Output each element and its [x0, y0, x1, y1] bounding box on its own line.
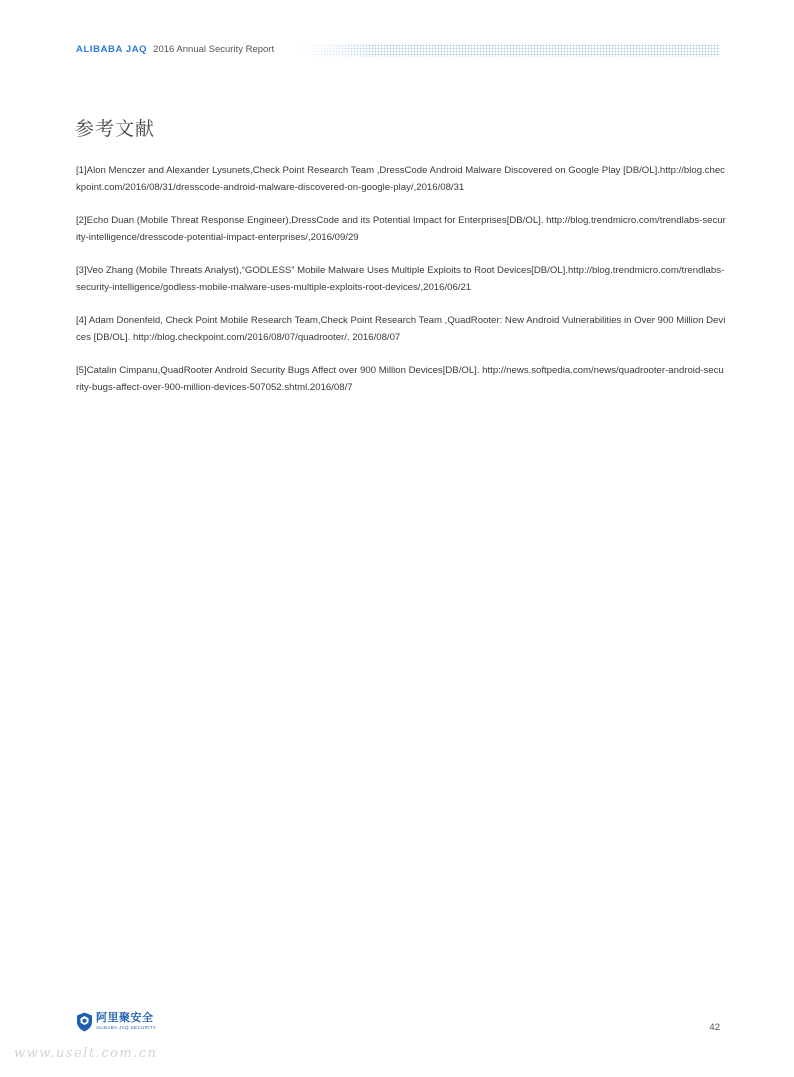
reference-item: [2]Echo Duan (Mobile Threat Response Engineer),DressCode and its Potential Impact for Enterprises[DB/OL]. http://blog.trendmicro.com/trendlabs-security-intelligence/dresscode-potential-impact-enterprises/,2016/09/29 [76, 215, 726, 243]
logo-chinese-text: 阿里聚安全 [96, 1012, 154, 1025]
header-brand: ALIBABA JAQ [76, 43, 148, 55]
logo-english-text: ALIBABA JAQ SECURITY [96, 1025, 157, 1031]
reference-item: [3]Veo Zhang (Mobile Threats Analyst),“GODLESS” Mobile Malware Uses Multiple Exploits to Root Devices[DB/OL].http://blog.trendmicro.com/trendlabs-security-intelligence/godless-mobile-malware-uses-multiple-exploits-root-devices/,2016/06/21 [76, 265, 725, 293]
page-title: 参考文献 [75, 119, 156, 140]
shield-logo-icon [76, 1012, 93, 1032]
header-subtitle: 2016 Annual Security Report [153, 43, 275, 55]
reference-item: [5]Catalin Cimpanu,QuadRooter Android Security Bugs Affect over 900 Million Devices[DB/OL]. http://news.softpedia.com/news/quadrooter-android-security-bugs-affect-over-900-million-devices-507052.shtml.2016/08/7 [76, 365, 724, 393]
reference-item: [1]Alon Menczer and Alexander Lysunets,Check Point Research Team ,DressCode Android Malware Discovered on Google Play [DB/OL].http://blog.checkpoint.com/2016/08/31/dresscode-android-malware-discovered-on-google-play/,2016/08/31 [76, 165, 725, 193]
reference-list [76, 162, 726, 412]
footer-logo [76, 1011, 157, 1033]
reference-item: [4] Adam Donenfeld, Check Point Mobile Research Team,Check Point Research Team ,QuadRooter: New Android Vulnerabilities in Over 900 Million Devices [DB/OL]. http://blog.checkpoint.com/2016/08/07/quadrooter/. 2016/08/07 [76, 315, 726, 343]
page-number: 42 [709, 1022, 720, 1033]
watermark: www.uselt.com.cn [14, 1046, 158, 1061]
header-dot-pattern [296, 44, 720, 57]
